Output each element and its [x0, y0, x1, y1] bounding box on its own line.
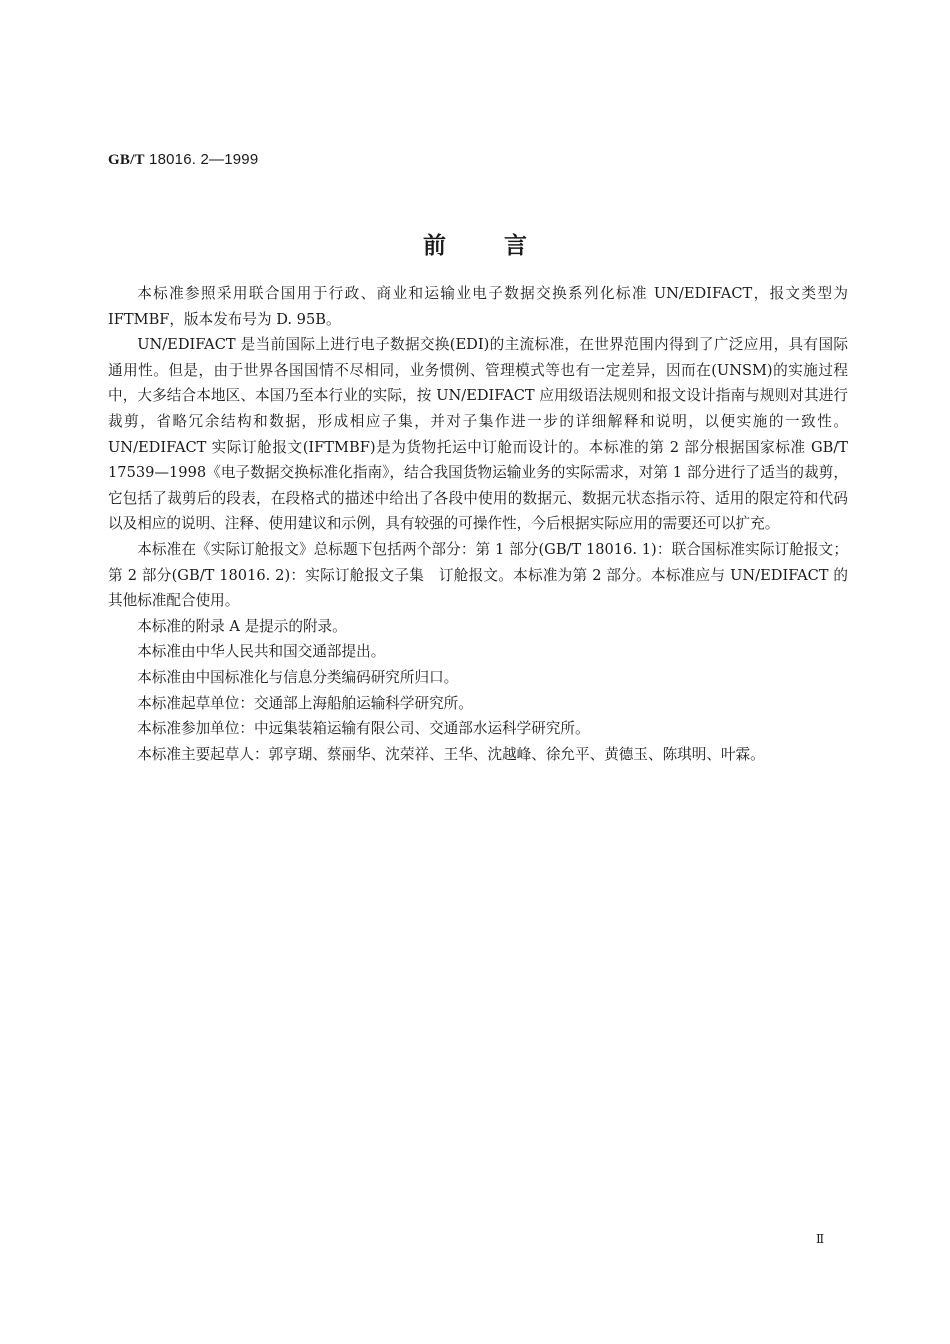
paragraph-drafters: 本标准主要起草人：郭亨瑚、蔡丽华、沈荣祥、王华、沈越峰、徐允平、黄德玉、陈琪明、叶霖。 [137, 745, 765, 763]
paragraph-background: UN/EDIFACT 是当前国际上进行电子数据交换(EDI)的主流标准，在世界范围内得到了广泛应用，具有国际通用性。但是，由于世界各国国情不尽相同，业务惯例、管理模式等也有一定差异，因而在(UNSM)的实施过程中，大多结合本地区、本国乃至本行业的实际，按 UN/EDIFACT 应用级语法规则和报文设计指南与规则对其进行裁剪，省略冗余结构和数据，形成相应子集，并对子集作进一步的详细解释和说明，以便实施的一致性。UN/EDIFACT 实际订舱报文(IFTMBF)是为货物托运中订舱而设计的。本标准的第 2 部分根据国家标准 GB/T 17539—1998《电子数据交换标准化指南》，结合我国货物运输业务的实际需求，对第 1 部分进行了适当的裁剪，它包括了裁剪后的段表，在段格式的描述中给出了各段中使用的数据元、数据元状态指示符、适用的限定符和代码以及相应的说明、注释、使用建议和示例，具有较强的可操作性，今后根据实际应用的需要还可以扩充。 [108, 336, 848, 533]
paragraph-structure: 本标准在《实际订舱报文》总标题下包括两个部分：第 1 部分(GB/T 18016. 1)：联合国标准实际订舱报文；第 2 部分(GB/T 18016. 2)：实际订舱报文子集 订舱报文。本标准为第 2 部分。本标准应与 UN/EDIFACT 的其他标准配合使用。 [108, 540, 848, 610]
paragraph-participating-units: 本标准参加单位：中远集装箱运输有限公司、交通部水运科学研究所。 [137, 720, 590, 738]
page-number: Ⅱ [816, 1232, 825, 1246]
standard-code-prefix: GB/T [108, 152, 145, 168]
page-title: 前言 [423, 232, 585, 259]
paragraph-appendix: 本标准的附录 A 是提示的附录。 [137, 617, 347, 635]
paragraph-drafting-unit: 本标准起草单位：交通部上海船舶运输科学研究所。 [137, 694, 473, 712]
standard-code-number: 18016. 2—1999 [144, 151, 259, 168]
paragraph-proposer: 本标准由中华人民共和国交通部提出。 [137, 643, 386, 661]
paragraph-adoption: 本标准参照采用联合国用于行政、商业和运输业电子数据交换系列化标准 UN/EDIFACT，报文类型为 IFTMBF，版本发布号为 D. 95B。 [108, 285, 848, 328]
standard-code [108, 150, 258, 169]
paragraph-centralized: 本标准由中国标准化与信息分类编码研究所归口。 [137, 668, 459, 686]
foreword-body [108, 281, 848, 767]
